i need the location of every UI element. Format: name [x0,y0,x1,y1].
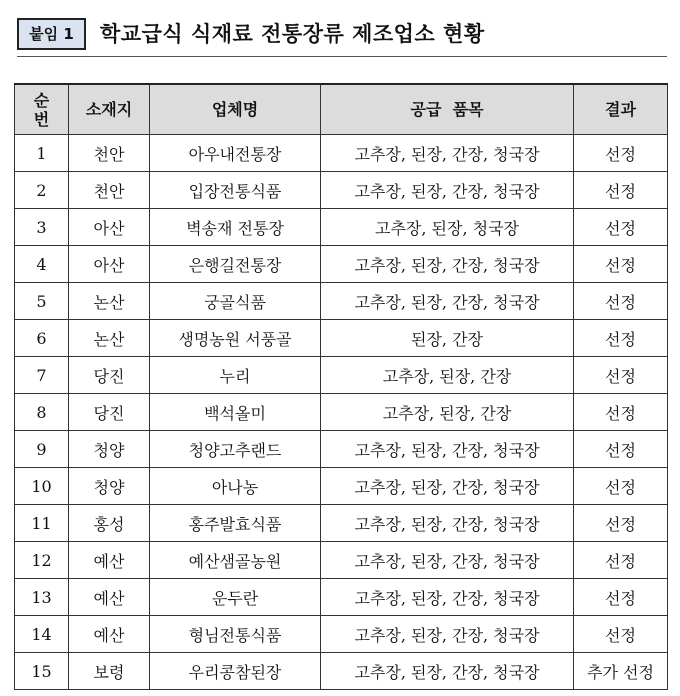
cell-result: 선정 [574,542,668,579]
cell-company: 누리 [150,357,321,394]
cell-no: 8 [15,394,69,431]
cell-items: 고추장, 된장, 청국장 [321,209,574,246]
cell-result: 선정 [574,468,668,505]
cell-company: 생명농원 서풍골 [150,320,321,357]
cell-region: 청양 [69,468,150,505]
cell-company: 우리콩참된장 [150,653,321,690]
cell-no: 15 [15,653,69,690]
cell-no: 14 [15,616,69,653]
cell-items: 고추장, 된장, 간장 [321,357,574,394]
cell-company: 형님전통식품 [150,616,321,653]
cell-items: 고추장, 된장, 간장, 청국장 [321,135,574,172]
column-header-no-line2: 번 [33,109,50,129]
cell-company: 아나농 [150,468,321,505]
table-row [15,357,668,394]
column-header-region: 소재지 [69,84,150,135]
cell-region: 예산 [69,542,150,579]
table-body [15,135,668,690]
cell-company: 운두란 [150,579,321,616]
cell-region: 당진 [69,394,150,431]
cell-region: 논산 [69,283,150,320]
cell-result: 선정 [574,579,668,616]
attachment-badge: 붙임 1 [17,18,86,50]
cell-result: 선정 [574,394,668,431]
cell-company: 백석올미 [150,394,321,431]
cell-items: 고추장, 된장, 간장, 청국장 [321,542,574,579]
cell-items: 고추장, 된장, 간장, 청국장 [321,283,574,320]
cell-region: 예산 [69,616,150,653]
table-row [15,135,668,172]
cell-company: 예산샘골농원 [150,542,321,579]
cell-region: 청양 [69,431,150,468]
cell-no: 6 [15,320,69,357]
column-header-company: 업체명 [150,84,321,135]
cell-company: 홍주발효식품 [150,505,321,542]
cell-company: 은행길전통장 [150,246,321,283]
cell-region: 논산 [69,320,150,357]
table-row [15,579,668,616]
column-header-items [321,84,574,135]
cell-company: 아우내전통장 [150,135,321,172]
cell-result: 선정 [574,246,668,283]
cell-items: 고추장, 된장, 간장, 청국장 [321,246,574,283]
manufacturer-table [14,83,668,690]
document-header [17,14,667,60]
cell-items: 고추장, 된장, 간장, 청국장 [321,505,574,542]
cell-result: 추가 선정 [574,653,668,690]
cell-items: 고추장, 된장, 간장, 청국장 [321,616,574,653]
table-row [15,394,668,431]
cell-items: 고추장, 된장, 간장, 청국장 [321,653,574,690]
cell-items: 고추장, 된장, 간장, 청국장 [321,431,574,468]
column-header-result: 결과 [574,84,668,135]
cell-result: 선정 [574,283,668,320]
cell-items: 고추장, 된장, 간장, 청국장 [321,172,574,209]
cell-no: 11 [15,505,69,542]
cell-no: 7 [15,357,69,394]
cell-no: 9 [15,431,69,468]
cell-no: 10 [15,468,69,505]
cell-region: 천안 [69,135,150,172]
cell-region: 보령 [69,653,150,690]
cell-no: 2 [15,172,69,209]
table-row [15,505,668,542]
cell-region: 천안 [69,172,150,209]
cell-company: 청양고추랜드 [150,431,321,468]
cell-items: 고추장, 된장, 간장, 청국장 [321,468,574,505]
cell-items: 고추장, 된장, 간장 [321,394,574,431]
cell-region: 아산 [69,246,150,283]
cell-no: 13 [15,579,69,616]
title-underline [17,56,667,57]
cell-result: 선정 [574,505,668,542]
cell-items: 고추장, 된장, 간장, 청국장 [321,579,574,616]
column-header-items-label: 공급 품목 [410,100,484,119]
cell-no: 3 [15,209,69,246]
cell-no: 1 [15,135,69,172]
cell-no: 5 [15,283,69,320]
table-row [15,172,668,209]
cell-no: 4 [15,246,69,283]
page-title: 학교급식 식재료 전통장류 제조업소 현황 [100,22,485,46]
cell-result: 선정 [574,431,668,468]
cell-company: 벽송재 전통장 [150,209,321,246]
cell-items: 된장, 간장 [321,320,574,357]
cell-result: 선정 [574,209,668,246]
column-header-no [15,84,69,135]
table-row [15,431,668,468]
table-row [15,209,668,246]
table-row [15,653,668,690]
cell-result: 선정 [574,135,668,172]
cell-company: 궁골식품 [150,283,321,320]
table-row [15,320,668,357]
cell-no: 12 [15,542,69,579]
cell-region: 당진 [69,357,150,394]
table-row [15,616,668,653]
table-row [15,246,668,283]
cell-result: 선정 [574,320,668,357]
cell-result: 선정 [574,616,668,653]
table-row [15,283,668,320]
cell-region: 예산 [69,579,150,616]
cell-region: 홍성 [69,505,150,542]
table-row [15,542,668,579]
cell-result: 선정 [574,172,668,209]
column-header-no-line1: 순 [33,90,50,110]
cell-result: 선정 [574,357,668,394]
table-row [15,468,668,505]
cell-region: 아산 [69,209,150,246]
table-header-row [15,84,668,135]
cell-company: 입장전통식품 [150,172,321,209]
